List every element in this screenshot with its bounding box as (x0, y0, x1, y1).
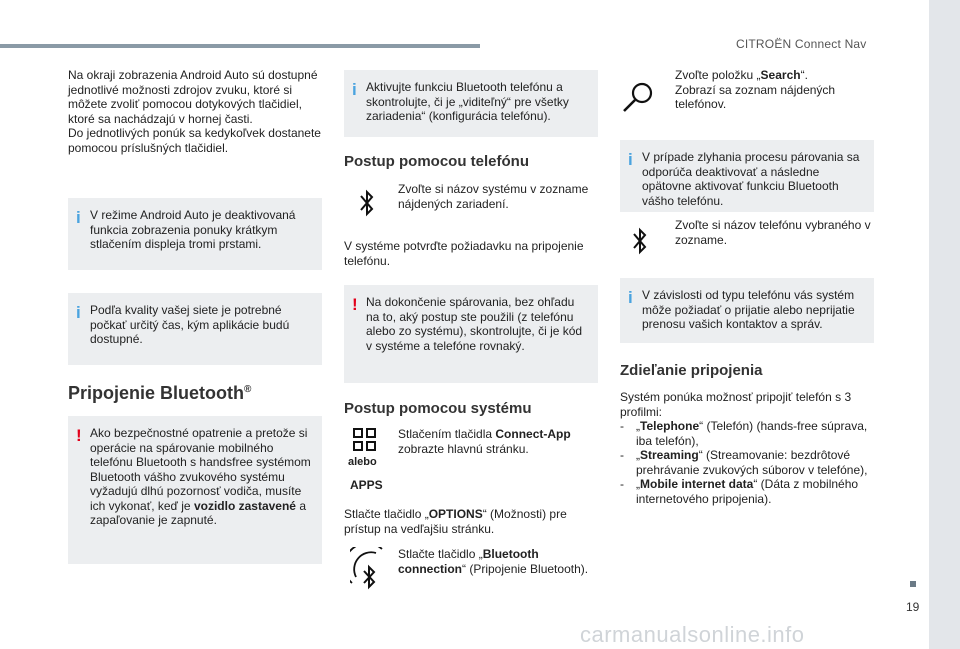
header-bar (0, 44, 480, 48)
warning-icon: ! (76, 426, 82, 445)
list-item: - „Telephone“ (Telefón) (hands-free súprava, iba telefón), (620, 419, 878, 448)
search-icon (621, 80, 655, 114)
bluetooth-icon (630, 226, 650, 256)
share-heading: Zdieľanie pripojenia (620, 362, 763, 379)
warning-text: Ako bezpečnostné opatrenie a pretože si operácie na spárovanie mobilného telefónu Bluetooth s handsfree systémom Bluetooth vášho zvukového systému vyžadujú dlhú pozornosť vodiča, musíte ich vykonať, keď je vozidlo zastavené a zapaľovanie je zapnuté. (90, 426, 311, 527)
list-item: - „Streaming“ (Streamovanie: bezdrôtové prehrávanie zvukových súborov v telefóne), (620, 448, 878, 477)
warning-icon: ! (352, 295, 358, 314)
page-marker (910, 581, 916, 587)
info-text: V závislosti od typu telefónu vás systém môže požiadať o prijatie alebo neprijatie prenosu vašich kontaktov a správ. (642, 288, 855, 331)
info-box-activate-bluetooth (344, 70, 598, 137)
info-text: V režime Android Auto je deaktivovaná funkcia zobrazenia ponuky krátkym stlačením displeja tromi prstami. (90, 208, 296, 251)
share-intro: Systém ponúka možnosť pripojiť telefón s 3 profilmi: (620, 390, 852, 419)
watermark: carmanualsonline.info (580, 622, 805, 647)
side-strip (929, 0, 960, 649)
intro-paragraph-2: Do jednotlivých ponúk sa kedykoľvek dostanete pomocou príslušných tlačidiel. (68, 126, 321, 155)
phone-step-text: Zvoľte si názov systému v zozname nájdených zariadení. (398, 182, 589, 211)
bluetooth-icon (357, 188, 377, 218)
info-box-contacts (620, 278, 874, 343)
manual-title: CITROËN Connect Nav (736, 37, 867, 51)
phone-confirm-text: V systéme potvrďte požiadavku na pripojenie telefónu. (344, 239, 584, 268)
phone-procedure-heading: Postup pomocou telefónu (344, 153, 529, 170)
system-procedure-heading: Postup pomocou systému (344, 400, 532, 417)
options-text: Stlačte tlačidlo „OPTIONS“ (Možnosti) pre prístup na vedľajšiu stránku. (344, 507, 567, 536)
system-step-text: Stlačením tlačidla Connect-App zobrazte hlavnú stránku. (398, 427, 571, 456)
share-section (620, 390, 878, 506)
bluetooth-connection-icon (350, 547, 390, 591)
info-icon: i (76, 303, 81, 322)
warning-text: Na dokončenie spárovania, bez ohľadu na to, aký postup ste použili (z telefónu alebo zo systému), skontrolujte, či je kód v systéme a telefóne rovnaký. (366, 295, 583, 353)
select-phone-text: Zvoľte si názov telefónu vybraného v zozname. (675, 218, 871, 247)
warning-box-pairing-code (344, 285, 598, 383)
or-label: alebo (348, 456, 377, 468)
info-icon: i (76, 208, 81, 227)
list-item: - „Mobile internet data“ (Dáta z mobilného internetového pripojenia). (620, 477, 878, 506)
warning-box-safety (68, 416, 322, 564)
search-step-text: Zvoľte položku „Search“. Zobrazí sa zoznam nájdených telefónov. (675, 68, 836, 111)
apps-grid-icon (352, 427, 378, 453)
info-icon: i (628, 150, 633, 169)
page-number: 19 (906, 600, 920, 614)
profile-list (620, 419, 878, 506)
bluetooth-connection-text: Stlačte tlačidlo „Bluetooth connection“ (Pripojenie Bluetooth). (398, 547, 589, 576)
apps-label: APPS (350, 478, 383, 492)
info-box-pairing-failure (620, 140, 874, 212)
info-text: V prípade zlyhania procesu párovania sa odporúča deaktivovať a následne opätovne aktivovať funkciu Bluetooth vášho telefónu. (642, 150, 860, 208)
info-icon: i (628, 288, 633, 307)
info-box-android-auto (68, 198, 322, 270)
bluetooth-heading: Pripojenie Bluetooth® (68, 383, 252, 403)
intro-text (68, 68, 326, 155)
intro-paragraph-1: Na okraji zobrazenia Android Auto sú dostupné jednotlivé možnosti zdrojov zvuku, ktoré si môžete zvoliť pomocou dotykových tlačidiel, ktoré sa nachádzajú v hornej časti. (68, 68, 318, 126)
info-text: Aktivujte funkciu Bluetooth telefónu a skontrolujte, či je „viditeľný“ pre všetky zariadenia“ (konfigurácia telefónu). (366, 80, 569, 123)
info-text: Podľa kvality vašej siete je potrebné počkať určitý čas, kým aplikácie budú dostupné. (90, 303, 290, 346)
info-icon: i (352, 80, 357, 99)
info-box-network (68, 293, 322, 365)
